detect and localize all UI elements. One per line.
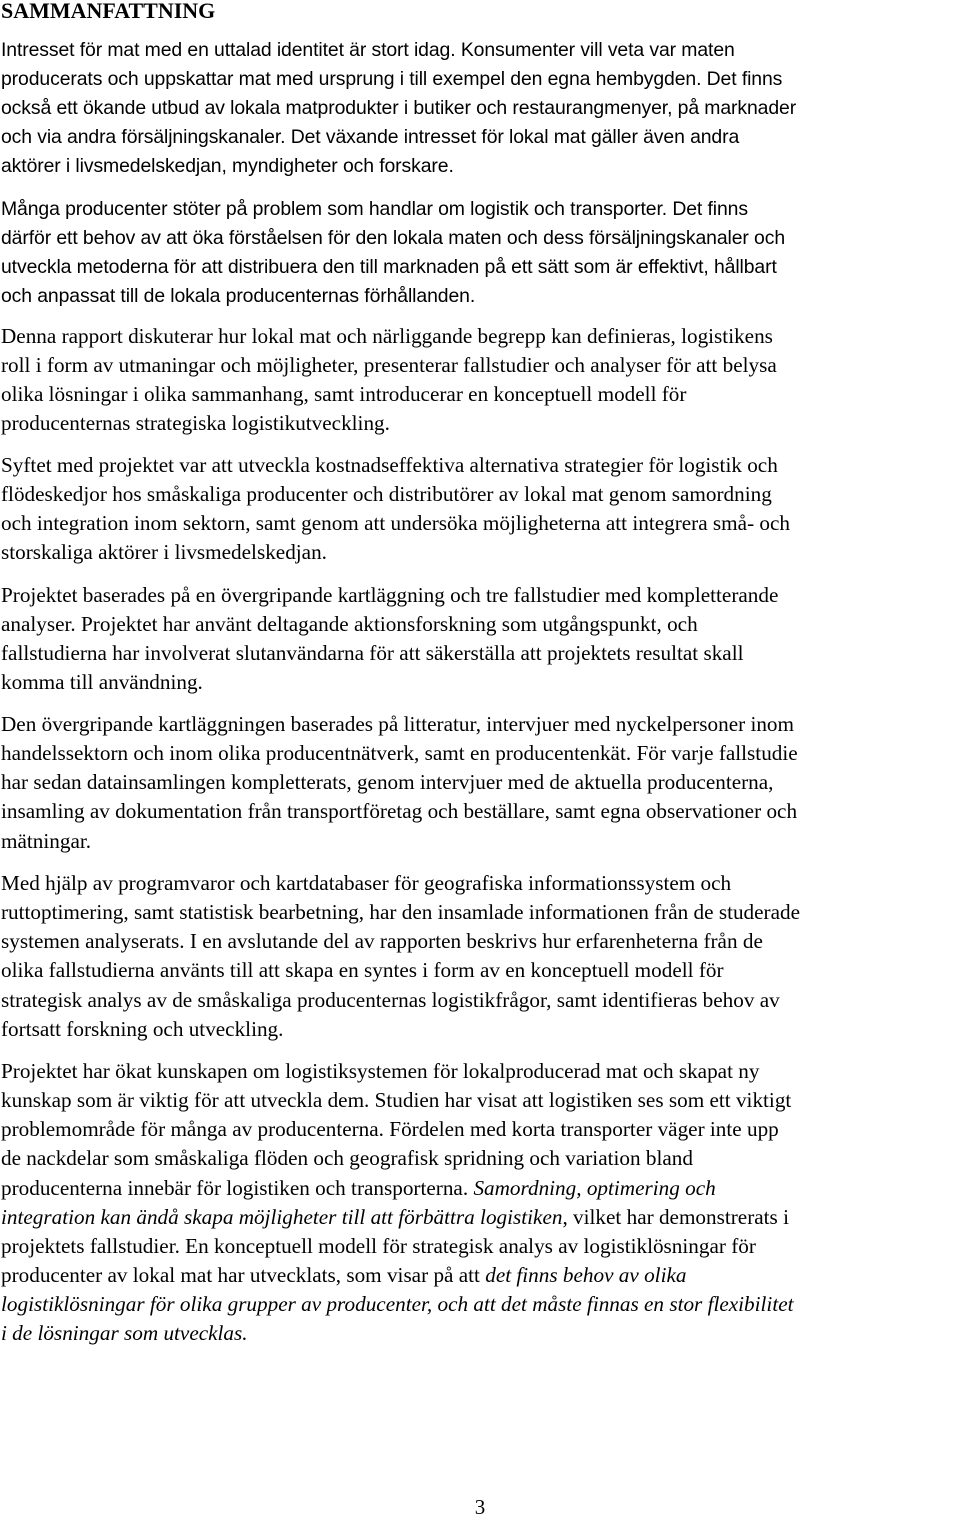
text-line	[1, 380, 960, 409]
text-segment: producenterna innebär för logistiken och transporterna.	[1, 1175, 474, 1200]
text-segment: För varje fallstudie	[636, 741, 798, 766]
text-line	[1, 1015, 960, 1044]
page-number: 3	[474, 1495, 486, 1519]
text-segment: och integration inom sektorn, samt genom att undersöka möjligheterna att integrera små- och	[1, 511, 791, 536]
text-line	[1, 282, 960, 311]
italic-text-segment: logistiklösningar för olika grupper av producenter, och att det måste finnas en stor flexibilitet	[1, 1292, 794, 1317]
text-line	[1, 509, 960, 538]
text-segment: därför ett behov av att öka förståelsen för den lokala maten och dess försäljningskanaler och	[1, 227, 786, 249]
text-line	[1, 1203, 960, 1232]
text-segment: producenternas strategiska logistikutveckling.	[1, 411, 390, 436]
text-segment: Intresset för mat med en uttalad identitet är stort idag. Konsumenter vill veta var maten	[1, 39, 735, 61]
text-segment: Många producenter stöter på problem som handlar om logistik och transporter. Det finns	[1, 198, 748, 220]
italic-text-segment: integration kan ändå skapa möjligheter till att förbättra logistiken	[1, 1204, 563, 1229]
text-segment: olika lösningar i olika sammanhang, samt introducerar en konceptuell modell för	[1, 382, 687, 407]
text-line	[1, 956, 960, 985]
text-line	[1, 351, 960, 380]
text-line	[1, 152, 960, 181]
text-segment: Denna rapport diskuterar hur lokal mat och närliggande begrepp kan definieras, logistikens	[1, 324, 773, 348]
text-line	[1, 1115, 960, 1144]
text-segment: , vilket har demonstrerats i	[562, 1204, 789, 1229]
text-line	[1, 898, 960, 927]
text-line	[1, 36, 960, 65]
text-segment: problemområde för många av producenterna.	[1, 1117, 390, 1142]
paragraph-5	[1, 581, 960, 698]
text-line	[1, 768, 960, 797]
text-segment: Syftet med projektet var att utveckla kostnadseffektiva alternativa strategier för logistik och	[1, 453, 778, 477]
text-line	[1, 224, 960, 253]
text-segment: Projektet har ökat kunskapen om logistiksystemen för lokalproducerad mat och skapat ny	[1, 1059, 760, 1083]
text-segment: projektets fallstudier.	[1, 1233, 186, 1258]
italic-text-segment: det finns behov av olika	[485, 1263, 687, 1288]
text-segment: olika fallstudierna använts till att skapa en syntes i form av en konceptuell modell för	[1, 958, 724, 983]
text-segment: Projektet baserades på en övergripande kartläggning och tre fallstudier med kompletterande	[1, 583, 779, 607]
text-segment: strategisk analys av de småskaliga producenternas logistikfrågor, samt identifieras behov av	[1, 987, 780, 1012]
page-heading: SAMMANFATTNING	[1, 0, 216, 23]
paragraph-4	[1, 451, 960, 568]
text-segment: I en avslutande del av rapporten beskrivs hur erfarenheterna från de	[189, 929, 763, 954]
text-segment: analyser.	[1, 612, 82, 637]
text-segment: Studien har visat att logistiken ses som ett viktigt	[374, 1088, 792, 1113]
text-segment: aktörer i livsmedelskedjan, myndigheter och forskare.	[1, 155, 454, 177]
text-line	[1, 1057, 960, 1086]
text-line	[1, 869, 960, 898]
text-line	[1, 1261, 960, 1290]
text-segment: roll i form av utmaningar och möjligheter, presenterar fallstudier och analyser för att belysa	[1, 353, 777, 378]
text-segment: fortsatt forskning och utveckling.	[1, 1016, 284, 1041]
text-segment: producerats och uppskattar mat med ursprung i till exempel den egna hembygden. Det finns	[1, 68, 783, 90]
text-segment: de nackdelar som småskaliga flöden och geografisk spridning och variation bland	[1, 1146, 693, 1171]
paragraph-6	[1, 710, 960, 856]
paragraph-3	[1, 322, 960, 439]
text-line	[1, 1144, 960, 1173]
text-line	[1, 668, 960, 697]
text-line	[1, 927, 960, 956]
text-line	[1, 253, 960, 282]
text-line	[1, 538, 960, 567]
text-segment: och via andra försäljningskanaler. Det växande intresset för lokal mat gäller även andra	[1, 126, 740, 148]
text-line	[1, 94, 960, 123]
text-line	[1, 123, 960, 152]
text-line	[1, 322, 960, 351]
text-segment: också ett ökande utbud av lokala matprodukter i butiker och restaurangmenyer, på marknader	[1, 97, 797, 119]
text-line	[1, 797, 960, 826]
paragraph-7	[1, 869, 960, 1044]
text-segment: och anpassat till de lokala producenternas förhållanden.	[1, 285, 476, 307]
text-line	[1, 739, 960, 768]
text-segment: har sedan datainsamlingen kompletterats, genom intervjuer med de aktuella producenterna,	[1, 770, 774, 795]
text-line	[1, 986, 960, 1015]
text-segment: En konceptuell modell för strategisk analys av logistiklösningar för	[185, 1233, 756, 1258]
text-segment: Fördelen med korta transporter väger inte upp	[389, 1117, 779, 1142]
text-segment: flödeskedjor hos småskaliga producenter och distributörer av lokal mat genom samordning	[1, 482, 772, 507]
paragraph-2	[1, 195, 960, 311]
text-line	[1, 451, 960, 480]
text-line	[1, 710, 960, 739]
text-segment: insamling av dokumentation från transportföretag och beställare, samt egna observationer och	[1, 799, 798, 824]
text-line	[1, 827, 960, 856]
text-segment: Den övergripande kartläggningen baserades på litteratur, intervjuer med nyckelpersoner inom	[1, 712, 794, 736]
text-segment: ruttoptimering, samt statistisk bearbetning, har den insamlade informationen från de studerade	[1, 900, 801, 925]
text-segment: komma till användning.	[1, 670, 203, 695]
text-segment: handelssektorn och inom olika producentnätverk, samt en producentenkät.	[1, 741, 637, 766]
text-line	[1, 581, 960, 610]
italic-text-segment: i de lösningar som utvecklas.	[1, 1321, 248, 1346]
text-line	[1, 195, 960, 224]
text-line	[1, 65, 960, 94]
text-segment: Med hjälp av programvaror och kartdatabaser för geografiska informationssystem och	[1, 871, 732, 895]
paragraph-1	[1, 36, 960, 181]
text-segment: fallstudierna har involverat slutanvändarna för att säkerställa att projektets resultat skall	[1, 641, 744, 666]
text-line	[1, 409, 960, 438]
text-line	[1, 1290, 960, 1319]
text-line	[1, 1174, 960, 1203]
text-line	[1, 610, 960, 639]
text-segment: Projektet har använt deltagande aktionsforskning som utgångspunkt, och	[81, 612, 698, 637]
paragraph-8	[1, 1057, 960, 1349]
text-line	[1, 639, 960, 668]
text-segment: systemen analyserats.	[1, 929, 190, 954]
text-segment: storskaliga aktörer i livsmedelskedjan.	[1, 540, 327, 565]
text-line	[1, 1319, 960, 1348]
text-line	[1, 1232, 960, 1261]
text-segment: producenter av lokal mat har utvecklats, som visar på att	[1, 1263, 486, 1288]
text-line	[1, 1086, 960, 1115]
italic-text-segment: Samordning, optimering och	[473, 1175, 716, 1200]
text-segment: kunskap som är viktig för att utveckla dem.	[1, 1088, 375, 1113]
text-segment: mätningar.	[1, 828, 92, 853]
text-line	[1, 480, 960, 509]
text-segment: utveckla metoderna för att distribuera den till marknaden på ett sätt som är effektivt, hållbart	[1, 256, 777, 278]
